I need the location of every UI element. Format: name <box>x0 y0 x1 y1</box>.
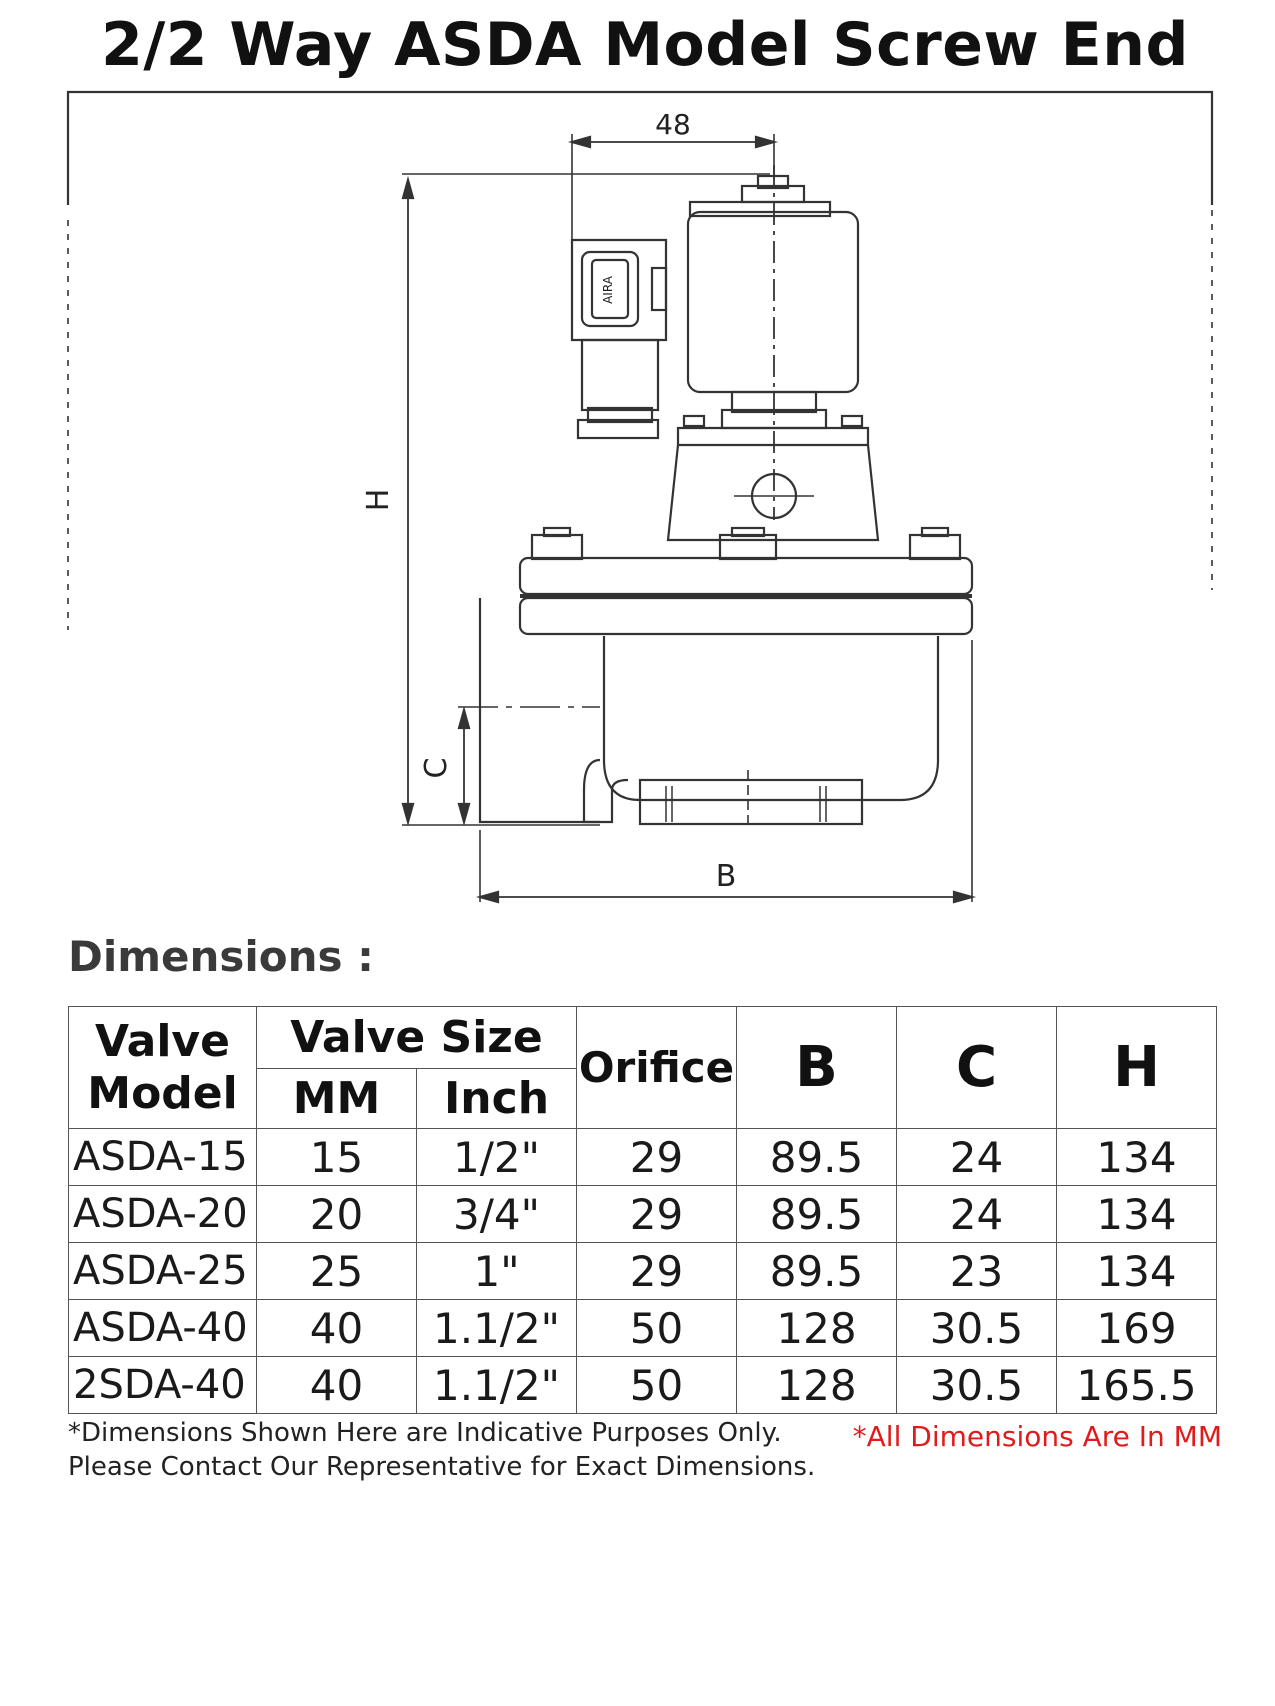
cell-mm: 20 <box>257 1186 417 1243</box>
header-b: B <box>737 1007 897 1129</box>
cell-h: 165.5 <box>1057 1357 1217 1414</box>
cell-model: 2SDA-40 <box>69 1357 257 1414</box>
contact-note: Please Contact Our Representative for Exact Dimensions. <box>68 1452 816 1482</box>
cell-h: 134 <box>1057 1186 1217 1243</box>
cell-mm: 40 <box>257 1300 417 1357</box>
table-row <box>69 1300 1217 1357</box>
cell-model: ASDA-25 <box>69 1243 257 1300</box>
cell-orifice: 50 <box>577 1357 737 1414</box>
header-c: C <box>897 1007 1057 1129</box>
cell-orifice: 29 <box>577 1186 737 1243</box>
header-h: H <box>1057 1007 1217 1129</box>
cell-orifice: 50 <box>577 1300 737 1357</box>
cell-b: 89.5 <box>737 1186 897 1243</box>
cell-b: 128 <box>737 1357 897 1414</box>
table-row <box>69 1186 1217 1243</box>
units-note: *All Dimensions Are In MM <box>852 1420 1222 1453</box>
dim-b-label: B <box>715 859 737 894</box>
cell-b: 89.5 <box>737 1129 897 1186</box>
cell-inch: 1/2" <box>417 1129 577 1186</box>
page-title: 2/2 Way ASDA Model Screw End <box>101 10 1189 80</box>
header-valve-model: Valve Model <box>69 1007 257 1129</box>
table-row <box>69 1243 1217 1300</box>
cell-model: ASDA-15 <box>69 1129 257 1186</box>
header-orifice: Orifice <box>577 1007 737 1129</box>
cell-h: 134 <box>1057 1243 1217 1300</box>
cell-c: 24 <box>897 1186 1057 1243</box>
cell-orifice: 29 <box>577 1129 737 1186</box>
cell-inch: 3/4" <box>417 1186 577 1243</box>
cell-inch: 1" <box>417 1243 577 1300</box>
cell-model: ASDA-20 <box>69 1186 257 1243</box>
cell-mm: 40 <box>257 1357 417 1414</box>
header-valve-size: Valve Size <box>257 1007 577 1069</box>
cell-c: 24 <box>897 1129 1057 1186</box>
cell-b: 89.5 <box>737 1243 897 1300</box>
cell-c: 30.5 <box>897 1357 1057 1414</box>
cell-inch: 1.1/2" <box>417 1357 577 1414</box>
cell-c: 23 <box>897 1243 1057 1300</box>
cell-mm: 15 <box>257 1129 417 1186</box>
dimensions-heading: Dimensions : <box>68 932 374 981</box>
cell-h: 169 <box>1057 1300 1217 1357</box>
cell-c: 30.5 <box>897 1300 1057 1357</box>
cell-model: ASDA-40 <box>69 1300 257 1357</box>
cell-orifice: 29 <box>577 1243 737 1300</box>
cell-inch: 1.1/2" <box>417 1300 577 1357</box>
table-row <box>69 1129 1217 1186</box>
header-mm: MM <box>257 1069 417 1129</box>
disclaimer-note: *Dimensions Shown Here are Indicative Purposes Only. <box>68 1418 782 1448</box>
dim-h-label: H <box>361 488 396 512</box>
cell-h: 134 <box>1057 1129 1217 1186</box>
cell-mm: 25 <box>257 1243 417 1300</box>
cell-b: 128 <box>737 1300 897 1357</box>
dim-48-label: 48 <box>655 108 691 141</box>
table-row <box>69 1357 1217 1414</box>
dimensions-table <box>68 1006 1217 1414</box>
brand-mark: AIRA <box>601 276 615 304</box>
dim-c-label: C <box>419 757 454 779</box>
frame-line <box>68 92 1212 205</box>
header-inch: Inch <box>417 1069 577 1129</box>
